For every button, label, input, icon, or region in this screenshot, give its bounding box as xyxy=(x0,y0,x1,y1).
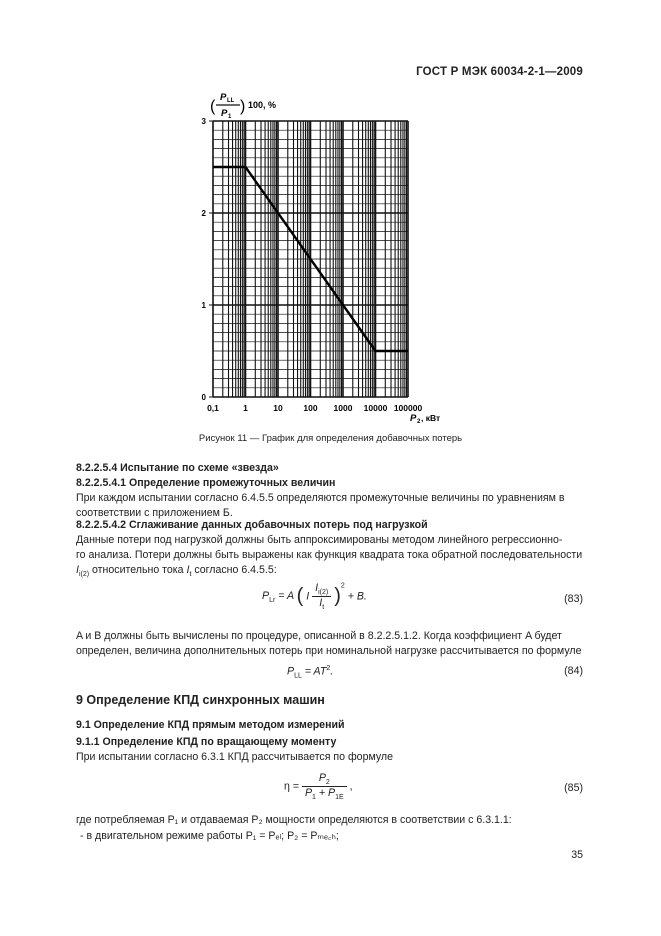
var-i: I xyxy=(76,564,79,576)
text-mid: относительно тока xyxy=(89,564,187,576)
paragraph-loss-line2: го анализа. Потери должны быть выражены как функция квадрата тока обратной последовательности xyxy=(76,549,583,561)
x-label: P xyxy=(410,413,417,424)
y-tick-label: 1 xyxy=(201,301,206,310)
paragraph-loss-line1: Данные потери под нагрузкой должны быть аппроксимированы методом линейного регрессионно- xyxy=(76,534,563,546)
page-number: 35 xyxy=(571,849,583,861)
x-tick-label: 10 xyxy=(273,403,283,413)
y-label-denominator-sub: 1 xyxy=(228,114,232,120)
paragraph-motor-mode: - в двигательном режиме работы P₁ = Pₑₗ; P₂ = Pₘₑ꜀ₕ; xyxy=(80,830,339,842)
y-tick-label: 0 xyxy=(201,393,206,402)
heading-section-9: 9 Определение КПД синхронных машин xyxy=(76,693,325,707)
equation-84: $P_{LL} = AT^2$. xyxy=(287,665,334,680)
loss-chart xyxy=(196,88,446,424)
x-label-unit: , кВт xyxy=(421,413,441,423)
x-tick-label: 1000 xyxy=(333,403,353,413)
x-tick-label: 100 xyxy=(303,403,318,413)
paragraph-intermediate xyxy=(76,491,585,521)
var-it: I xyxy=(186,564,190,576)
y-label-numerator-sub: LL xyxy=(227,98,235,104)
section-8-2-2-5-4: 8.2.2.5.4 Испытание по схеме «звезда» xyxy=(76,462,279,474)
section-9-1-1: 9.1.1 Определение КПД по вращающему моменту xyxy=(76,736,337,748)
section-8-2-2-5-4-2: 8.2.2.5.4.2 Сглаживание данных добавочных потерь под нагрузкой xyxy=(76,519,428,531)
section-9-1: 9.1 Определение КПД прямым методом измерений xyxy=(76,719,345,731)
figure-caption: Рисунок 11 — График для определения добавочных потерь xyxy=(198,433,463,444)
y-label-suffix: 100, % xyxy=(248,100,277,110)
x-tick-label: 100000 xyxy=(393,403,423,413)
equation-85-number: (85) xyxy=(564,782,583,794)
y-label-paren-left: ( xyxy=(210,98,216,115)
paragraph-ab-line1: A и B должны быть вычислены по процедуре, описанной в 8.2.2.5.1.2. Когда коэффициент A будет xyxy=(76,630,562,642)
paragraph-intermediate-text: При каждом испытании согласно 6.4.5.5 определяются промежуточные величины по уравнениям в соответствии с приложением Б. xyxy=(76,492,565,519)
x-label-sub: 2 xyxy=(417,419,421,424)
y-tick-label: 2 xyxy=(201,209,206,218)
x-tick-label: 1 xyxy=(243,403,248,413)
section-8-2-2-5-4-1: 8.2.2.5.4.1 Определение промежуточных величин xyxy=(76,477,336,489)
paragraph-loss-line3 xyxy=(76,563,277,582)
y-tick-label: 3 xyxy=(201,117,206,126)
paragraph-efficiency: При испытании согласно 6.3.1 КПД рассчитывается по формуле xyxy=(76,751,394,763)
paragraph-where: где потребляемая P₁ и отдаваемая P₂ мощности определяются в соответствии с 6.3.1.1: xyxy=(76,814,512,826)
paragraph-ab-line2: определен, величина дополнительных потерь при номинальной нагрузке рассчитывается по формуле xyxy=(76,645,582,657)
equation-85: η = $\frac{P_2}{P_1 + P_{1E}}$ , xyxy=(284,772,353,802)
x-tick-label: 10000 xyxy=(363,403,388,413)
equation-83-number: (83) xyxy=(564,593,583,605)
var-it-sub: t xyxy=(189,571,192,579)
y-label-numerator: P xyxy=(220,92,227,103)
y-label-paren-right: ) xyxy=(240,98,246,115)
document-header: ГОСТ Р МЭК 60034-2-1—2009 xyxy=(416,66,583,78)
text-end: согласно 6.4.5.5: xyxy=(191,564,277,576)
y-label-denominator: P xyxy=(221,108,228,119)
equation-83: $P_{Lr} = A$ ( I $\frac{I_{i(2)}}{I_t}$ )$^2$ + B. xyxy=(262,582,367,612)
equation-84-number: (84) xyxy=(564,665,583,677)
var-i-sub: i(2) xyxy=(78,571,90,579)
x-tick-label: 0,1 xyxy=(207,403,219,413)
